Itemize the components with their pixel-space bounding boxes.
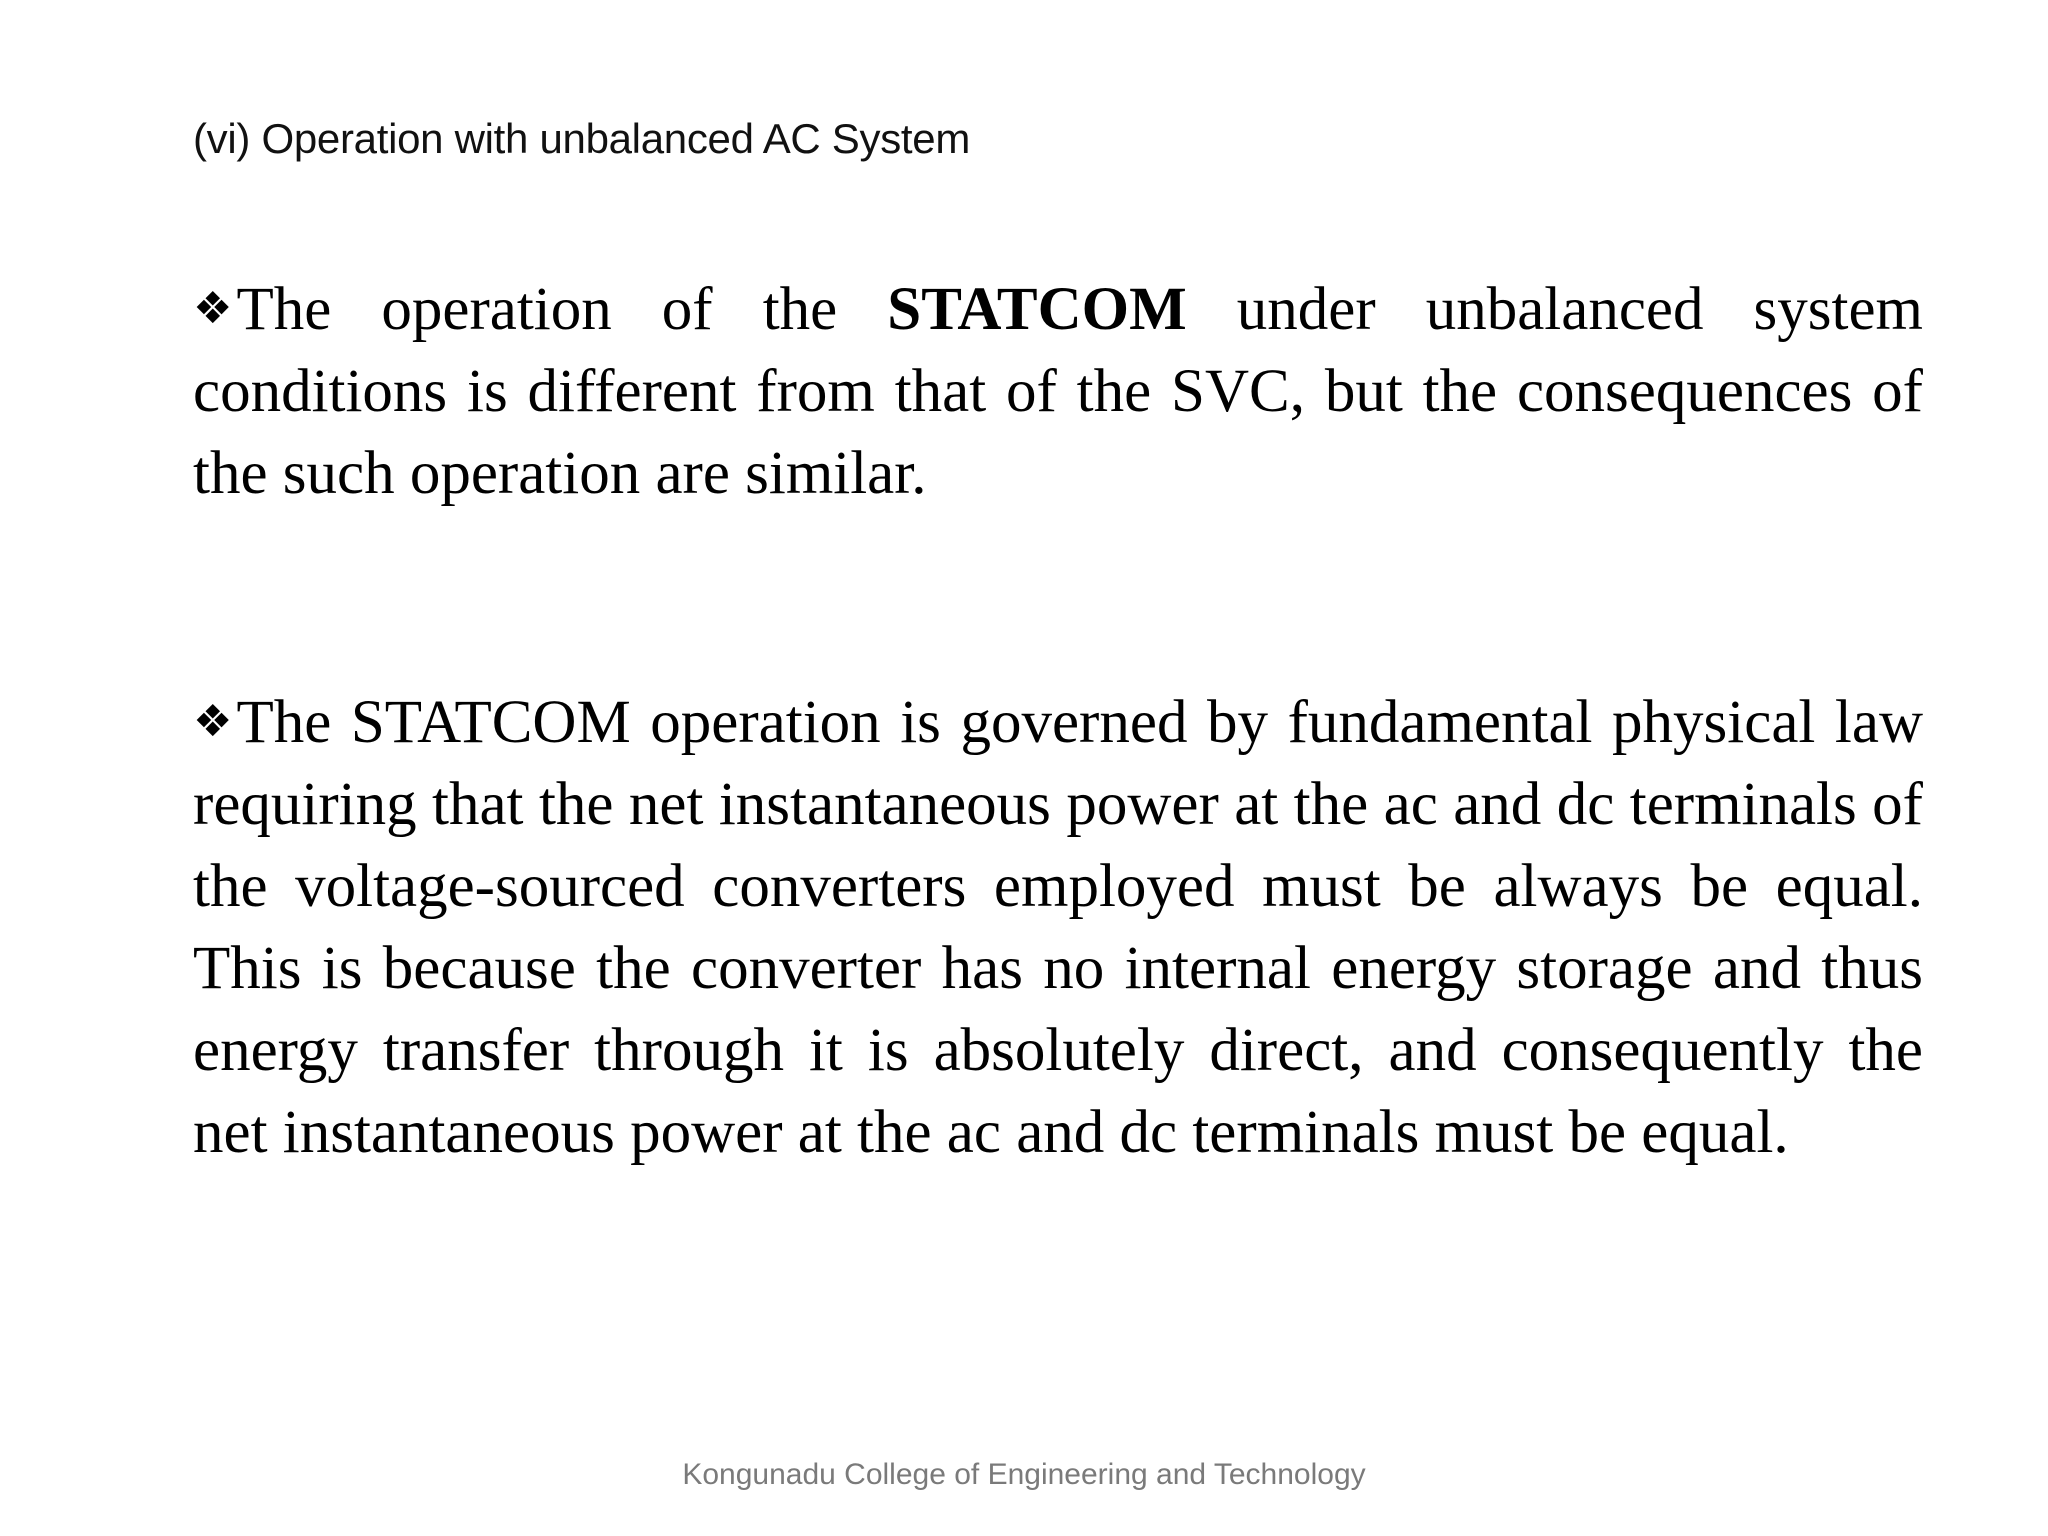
slide-footer: Kongunadu College of Engineering and Technology [682,1458,1366,1491]
bullet-item-statcom-unbalanced [193,268,1923,515]
diamond-bullet-icon: ❖ [193,696,233,747]
bullet-item-statcom-physical-law [193,681,1923,1174]
slide-heading: (vi) Operation with unbalanced AC System [193,115,971,162]
bullet-text-after: under unbalanced system conditions is different from that of the SVC, but the consequences of the such operation are similar. [193,276,1923,507]
bullet-paragraph [193,268,1923,515]
diamond-bullet-icon: ❖ [193,283,233,334]
bullet-text-before: The operation of the [236,276,888,343]
bullet-text-bold: STATCOM [887,276,1187,343]
bullet-paragraph [193,681,1923,1174]
bullet-text: The STATCOM operation is governed by fundamental physical law requiring that the net instantaneous power at the ac and dc terminals of the voltage-sourced converters employed must be always be equal. This is because the converter has no internal energy storage and thus energy transfer through it is absolutely direct, and consequently the net instantaneous power at the ac and dc terminals must be equal. [193,689,1923,1166]
